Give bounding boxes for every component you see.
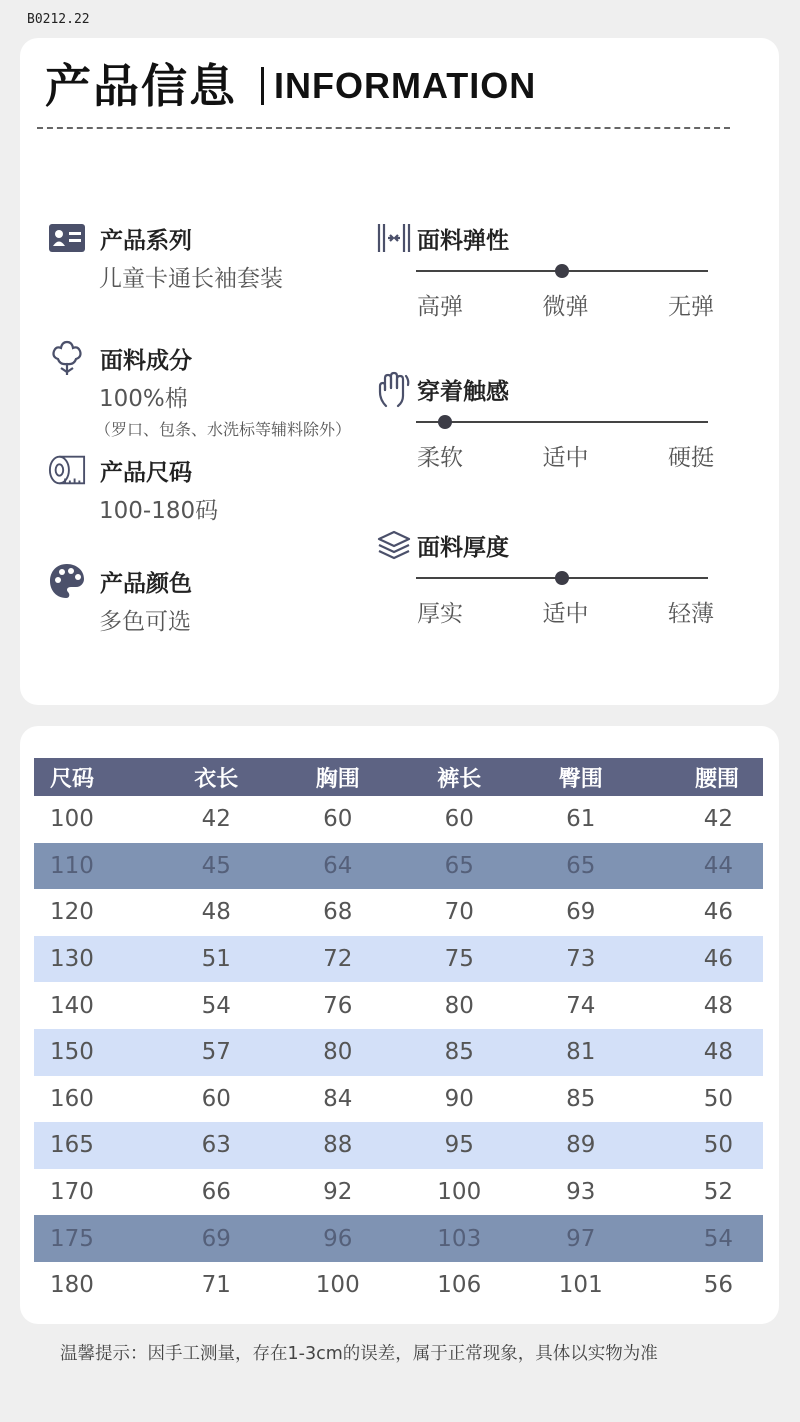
- table-cell: 46: [642, 936, 764, 983]
- column-header: 裤长: [399, 758, 521, 796]
- table-cell: 60: [201, 1085, 231, 1112]
- table-cell: 101: [558, 1272, 603, 1299]
- table-row: [34, 1262, 763, 1309]
- tape-measure-icon: [48, 451, 86, 489]
- table-cell: 42: [201, 806, 231, 833]
- gauge-tick: 适中: [542, 601, 589, 627]
- palette-icon: [48, 562, 86, 600]
- gauge-tick: 轻薄: [668, 601, 714, 627]
- gauge-thickness-label: 面料厚度: [417, 534, 509, 561]
- table-cell: 61: [566, 806, 596, 833]
- measurement-note: 温馨提示：因手工测量，存在1-3cm的误差，属于正常现象，具体以实物为准: [60, 1344, 658, 1364]
- table-cell: 50: [642, 1122, 764, 1169]
- table-cell: 100: [315, 1272, 360, 1299]
- table-row: [34, 1122, 763, 1169]
- table-cell: 110: [34, 843, 156, 890]
- table-row: [34, 796, 763, 843]
- table-cell: 140: [50, 992, 94, 1019]
- table-cell: 48: [642, 1029, 764, 1076]
- gauge-tick: 高弹: [417, 294, 463, 320]
- table-cell: 52: [703, 1179, 733, 1206]
- column-header: 衣长: [156, 758, 278, 796]
- table-cell: 60: [323, 806, 353, 833]
- table-cell: 57: [156, 1029, 278, 1076]
- table-cell: 160: [50, 1085, 94, 1112]
- table-row: [34, 1215, 763, 1262]
- info-material: [48, 338, 351, 440]
- table-cell: 130: [34, 936, 156, 983]
- table-cell: 64: [277, 843, 399, 890]
- table-cell: 70: [444, 899, 474, 926]
- table-cell: 74: [566, 992, 596, 1019]
- title-cn: 产品信息: [45, 59, 237, 113]
- info-series-label: 产品系列: [100, 227, 192, 254]
- stretch-icon: [375, 219, 413, 257]
- table-cell: 80: [277, 1029, 399, 1076]
- table-cell: 93: [566, 1179, 596, 1206]
- table-row: [34, 889, 763, 936]
- gauge-elasticity-label: 面料弹性: [417, 227, 509, 254]
- table-cell: 66: [201, 1179, 231, 1206]
- table-cell: 54: [201, 992, 231, 1019]
- table-cell: 106: [437, 1272, 482, 1299]
- column-header: 尺码: [34, 758, 156, 796]
- gauge-thickness: [375, 525, 720, 628]
- table-cell: 170: [50, 1179, 94, 1206]
- table-cell: 76: [323, 992, 353, 1019]
- table-cell: 100: [437, 1179, 482, 1206]
- table-cell: 60: [444, 806, 474, 833]
- table-row: [34, 936, 763, 983]
- table-cell: 175: [34, 1215, 156, 1262]
- column-header: 臀围: [520, 758, 642, 796]
- table-cell: 48: [703, 992, 733, 1019]
- table-cell: 65: [520, 843, 642, 890]
- gauge-thickness-track: [416, 577, 708, 579]
- info-material-label: 面料成分: [100, 347, 192, 374]
- table-cell: 80: [444, 992, 474, 1019]
- gauge-tick: 适中: [542, 445, 589, 471]
- table-row: [34, 1076, 763, 1123]
- table-cell: 165: [34, 1122, 156, 1169]
- table-cell: 45: [156, 843, 278, 890]
- gauge-tick: 微弹: [542, 294, 589, 320]
- table-cell: 81: [520, 1029, 642, 1076]
- gauge-touch-track: [416, 421, 708, 423]
- table-row: [34, 982, 763, 1029]
- info-material-note: （罗口、包条、水洗标等辅料除外）: [95, 420, 352, 439]
- hand-icon: [375, 370, 413, 408]
- table-cell: 50: [703, 1085, 733, 1112]
- page-title: [45, 48, 536, 118]
- id-card-icon: [48, 219, 86, 257]
- gauge-touch-label: 穿着触感: [417, 378, 509, 405]
- table-cell: 65: [399, 843, 521, 890]
- info-color-label: 产品颜色: [100, 570, 192, 597]
- gauge-touch-marker: [438, 415, 452, 429]
- table-cell: 88: [277, 1122, 399, 1169]
- table-cell: 44: [642, 843, 764, 890]
- table-cell: 56: [703, 1272, 733, 1299]
- table-cell: 92: [323, 1179, 353, 1206]
- table-cell: 48: [201, 899, 231, 926]
- table-cell: 97: [520, 1215, 642, 1262]
- table-cell: 95: [399, 1122, 521, 1169]
- table-cell: 150: [34, 1029, 156, 1076]
- table-cell: 63: [156, 1122, 278, 1169]
- table-cell: 85: [399, 1029, 521, 1076]
- gauge-tick: 柔软: [417, 445, 463, 471]
- gauge-tick: 无弹: [668, 294, 714, 320]
- info-material-value: 100%棉: [99, 386, 188, 412]
- table-row: [34, 1169, 763, 1216]
- gauge-touch: [375, 369, 720, 472]
- info-size: [48, 450, 218, 525]
- info-color: [48, 561, 192, 636]
- product-code: B0212.22: [27, 12, 90, 27]
- gauge-elasticity-marker: [555, 264, 569, 278]
- layers-icon: [375, 526, 413, 564]
- dashed-divider: [37, 127, 730, 129]
- column-header: 胸围: [277, 758, 399, 796]
- table-cell: 54: [642, 1215, 764, 1262]
- gauge-thickness-marker: [555, 571, 569, 585]
- gauge-elasticity: [375, 218, 720, 321]
- gauge-tick: 硬挺: [668, 445, 714, 471]
- gauge-elasticity-track: [416, 270, 708, 272]
- info-size-label: 产品尺码: [100, 459, 192, 486]
- table-cell: 69: [566, 899, 596, 926]
- size-table-header: [34, 758, 763, 796]
- table-cell: 180: [50, 1272, 94, 1299]
- info-series-value: 儿童卡通长袖套装: [99, 266, 283, 292]
- info-series: [48, 218, 283, 293]
- table-cell: 90: [444, 1085, 474, 1112]
- table-cell: 51: [156, 936, 278, 983]
- table-row: [34, 1029, 763, 1076]
- table-cell: 89: [520, 1122, 642, 1169]
- column-header: 腰围: [642, 758, 764, 796]
- table-cell: 46: [703, 899, 733, 926]
- table-cell: 120: [50, 899, 94, 926]
- table-cell: 73: [520, 936, 642, 983]
- info-size-value: 100-180码: [99, 498, 219, 524]
- table-cell: 75: [399, 936, 521, 983]
- info-color-value: 多色可选: [99, 609, 191, 635]
- table-cell: 103: [399, 1215, 521, 1262]
- table-cell: 96: [277, 1215, 399, 1262]
- table-cell: 72: [277, 936, 399, 983]
- title-en: INFORMATION: [274, 65, 537, 106]
- table-cell: 84: [323, 1085, 353, 1112]
- table-cell: 42: [703, 806, 733, 833]
- table-cell: 100: [50, 806, 94, 833]
- size-table: [34, 758, 763, 1309]
- title-divider: [261, 67, 264, 105]
- table-cell: 69: [156, 1215, 278, 1262]
- table-cell: 71: [201, 1272, 231, 1299]
- table-cell: 85: [566, 1085, 596, 1112]
- table-row: [34, 843, 763, 890]
- cotton-icon: [48, 339, 86, 377]
- table-cell: 68: [323, 899, 353, 926]
- gauge-tick: 厚实: [417, 601, 463, 627]
